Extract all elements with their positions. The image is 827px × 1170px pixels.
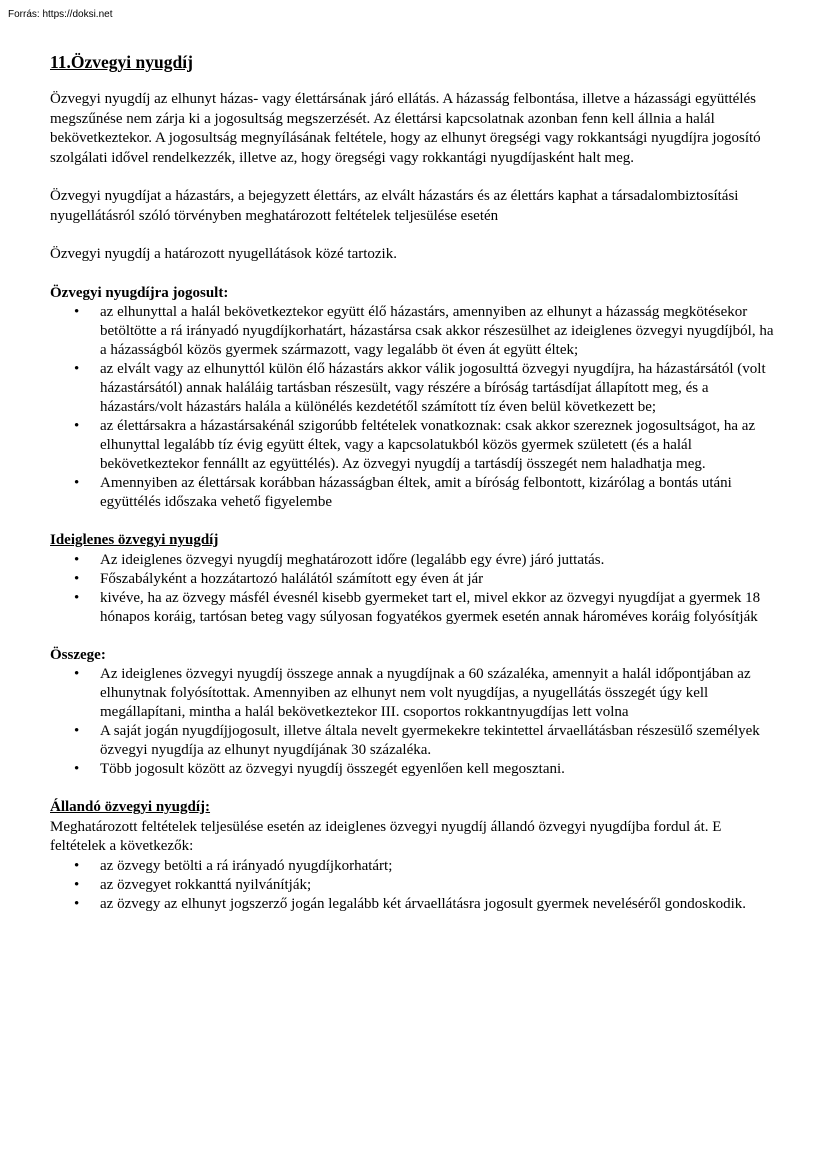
source-caption: Forrás: https://doksi.net	[8, 9, 113, 20]
list-item: • Amennyiben az élettársak korábban házasságban éltek, amit a bíróság felbontott, kizárólag a bontás utáni együttélés időszaka vehető figyelembe	[74, 475, 732, 510]
bullet-icon: •	[74, 666, 80, 682]
list-item: • az özvegy betölti a rá irányadó nyugdíjkorhatárt;	[74, 857, 393, 874]
bullet-icon: •	[74, 570, 80, 587]
bullet-icon: •	[74, 475, 80, 491]
list-ideiglenes	[50, 551, 780, 627]
section-heading-osszege: Összege:	[50, 646, 106, 663]
section-heading-ideiglenes: Ideiglenes özvegyi nyugdíj	[50, 532, 219, 548]
bullet-icon: •	[74, 895, 80, 912]
list-item: • az özvegyet rokkanttá nyilvánítják;	[74, 876, 312, 893]
document-body	[50, 52, 780, 914]
bullet-icon: •	[74, 304, 80, 320]
list-item: • kivéve, ha az özvegy másfél évesnél kisebb gyermeket tart el, mivel ekkor az özvegyi nyugdíjat a gyermek 18 hónapos koráig, tartósan beteg vagy súlyosan fogyatékos gyermek esetén annak hároméves koráig folyósítják	[74, 589, 761, 625]
bullet-icon: •	[74, 418, 80, 434]
allando-intro: Meghatározott feltételek teljesülése esetén az ideiglenes özvegyi nyugdíj állandó özvegyi nyugdíjba fordul át. E feltételek a következők:	[50, 818, 722, 854]
page-title: 11.Özvegyi nyugdíj	[50, 52, 193, 72]
list-item: • az özvegy az elhunyt jogszerző jogán legalább két árvaellátásra jogosult gyermek neveléséről gondoskodik.	[74, 895, 747, 912]
bullet-icon: •	[74, 857, 80, 874]
list-allando	[50, 857, 780, 914]
list-osszege	[50, 665, 780, 779]
bullet-icon: •	[74, 723, 80, 739]
bullet-icon: •	[74, 551, 80, 568]
list-item: • Az ideiglenes özvegyi nyugdíj meghatározott időre (legalább egy évre) járó juttatás.	[74, 551, 605, 568]
bullet-icon: •	[74, 761, 80, 777]
list-jogosult	[50, 303, 780, 512]
intro-paragraph: Özvegyi nyugdíjat a házastárs, a bejegyzett élettárs, az elvált házastárs és az élettárs kaphat a társadalombiztosítási nyugellátásról szóló törvényben meghatározott feltételek teljesülése esetén	[50, 188, 739, 224]
intro-paragraph: Özvegyi nyugdíj az elhunyt házas- vagy élettársának járó ellátás. A házasság felbontása, illetve a házassági együttélés megszűnése nem zárja ki a jogosultság megszerzését. Az élettársi kapcsolatnak azonban fenn kell állnia a halál bekövetkeztekor. A jogosultság megnyílásának feltétele, hogy az elhunyt öregségi vagy rokkantsági nyugdíjra jogosító szolgálati idővel rendelkezzék, illetve az, hogy öregségi vagy rokkantági nyugdíjasként halt meg.	[50, 91, 761, 166]
list-item: • az élettársakra a házastársakénál szigorúbb feltételek vonatkoznak: csak akkor szereznek jogosultságot, ha az elhunyttal legalább tíz évig együtt éltek, vagy a kapcsolatukból közös gyermek született (és a halál bekövetkeztekor fennállt az együttélés). Az özvegyi nyugdíj a tartásdíj összegét nem haladhatja meg.	[74, 418, 756, 472]
list-item: • Főszabályként a hozzátartozó halálától számított egy éven át jár	[74, 570, 484, 587]
bullet-icon: •	[74, 361, 80, 377]
list-item: • az elvált vagy az elhunyttól külön élő házastárs akkor válik jogosulttá özvegyi nyugdíjra, ha házastársától (volt házastársától) annak haláláig tartásban részesült, vagy részére a bíróság tartásdíjat állapított meg, és a házastárs/volt házastárs halála a különélés kezdetétől számított tíz éven belül következett be;	[74, 361, 766, 415]
list-item: • az elhunyttal a halál bekövetkeztekor együtt élő házastárs, amennyiben az elhunyt a házasság megkötésekor betöltötte a rá irányadó nyugdíjkorhatárt, házastársa csak akkor részesülhet az ideiglenes özvegyi nyugdíjból, ha a házasságból közös gyermek származott, vagy legalább öt éven át együtt éltek;	[74, 304, 774, 358]
bullet-icon: •	[74, 589, 80, 606]
section-heading-allando: Állandó özvegyi nyugdíj:	[50, 799, 211, 815]
list-item: • Több jogosult között az özvegyi nyugdíj összegét egyenlően kell megosztani.	[74, 761, 565, 777]
list-item: • A saját jogán nyugdíjjogosult, illetve általa nevelt gyermekekre tekintettel árvaellátásban részesülő személyek özvegyi nyugdíja az elhunyt nyugdíjának 30 százaléka.	[74, 723, 760, 758]
intro-paragraph: Özvegyi nyugdíj a határozott nyugellátások közé tartozik.	[50, 246, 397, 262]
list-item: • Az ideiglenes özvegyi nyugdíj összege annak a nyugdíjnak a 60 százaléka, amennyit a halál időpontjában az elhunytnak folyósítottak. Amennyiben az elhunyt nem volt nyugdíjas, a nyugellátás összegét úgy kell megállapítani, mintha a halál bekövetkeztekor III. csoportos rokkantnyugdíjas lett volna	[74, 666, 751, 720]
section-heading-jogosult: Özvegyi nyugdíjra jogosult:	[50, 284, 229, 301]
bullet-icon: •	[74, 876, 80, 893]
